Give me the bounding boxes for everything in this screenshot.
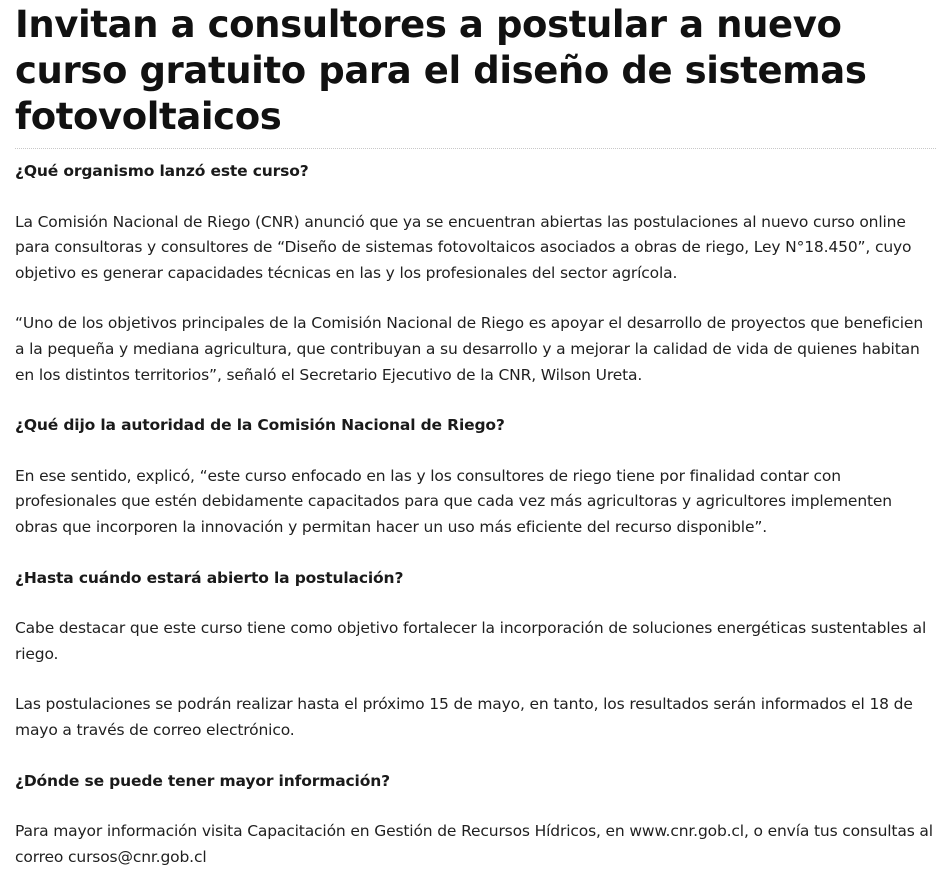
section-paragraph: La Comisión Nacional de Riego (CNR) anunció que ya se encuentran abiertas las postulaciones al nuevo curso online para consultoras y consultores de “Diseño de sistemas fotovoltaicos asociados a obras de riego, Ley N°18.450”, cuyo objetivo es generar capacidades técnicas en las y los profesionales del sector agrícola. xyxy=(15,212,912,282)
section-question: ¿Hasta cuándo estará abierto la postulación? xyxy=(15,568,404,587)
section-paragraph: Cabe destacar que este curso tiene como objetivo fortalecer la incorporación de soluciones energéticas sustentables al riego. xyxy=(15,619,927,663)
section-paragraph: Para mayor información visita Capacitación en Gestión de Recursos Hídricos, en www.cnr.gob.cl, o envía tus consultas al correo cursos@cnr.gob.cl xyxy=(15,822,933,866)
section-paragraph: Las postulaciones se podrán realizar hasta el próximo 15 de mayo, en tanto, los resultados serán informados el 18 de mayo a través de correo electrónico. xyxy=(15,695,913,739)
section-question: ¿Qué organismo lanzó este curso? xyxy=(15,162,309,180)
article-title: Invitan a consultores a postular a nuevo curso gratuito para el diseño de sistemas fotovoltaicos xyxy=(15,3,867,138)
title-divider xyxy=(15,148,936,149)
section-question: ¿Dónde se puede tener mayor información? xyxy=(15,771,390,790)
article-body xyxy=(15,159,936,870)
section-question: ¿Qué dijo la autoridad de la Comisión Nacional de Riego? xyxy=(15,416,505,435)
section-paragraph: “Uno de los objetivos principales de la Comisión Nacional de Riego es apoyar el desarrollo de proyectos que beneficien a la pequeña y mediana agricultura, que contribuyan a su desarrollo y a mejorar la calidad de vida de quienes habitan en los distintos territorios”, señaló el Secretario Ejecutivo de la CNR, Wilson Ureta. xyxy=(15,314,923,384)
section-paragraph: En ese sentido, explicó, “este curso enfocado en las y los consultores de riego tiene por finalidad contar con profesionales que estén debidamente capacitados para que cada vez más agricultoras y agricultores implementen obras que incorporen la innovación y permitan hacer un uso más eficiente del recurso disponible”. xyxy=(15,466,892,536)
